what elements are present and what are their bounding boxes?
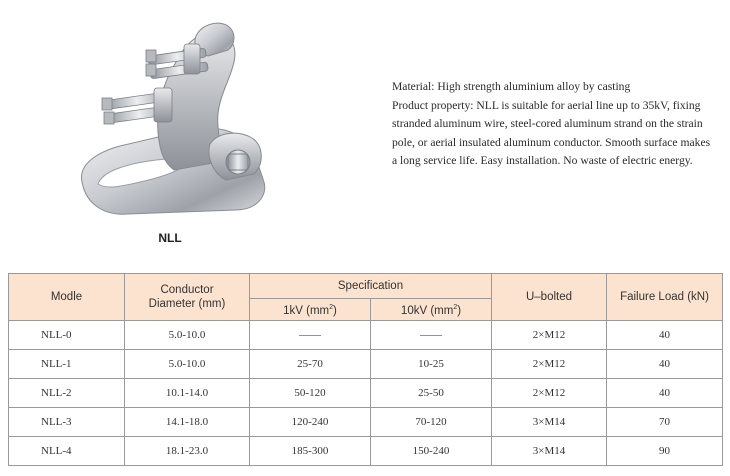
table-row	[9, 408, 723, 437]
cell-10kv: ——	[371, 321, 492, 350]
cell-ubolt: 2×M12	[492, 379, 607, 408]
cell-load: 40	[607, 379, 723, 408]
cell-10kv: 70-120	[371, 408, 492, 437]
table-row	[9, 321, 723, 350]
header-10kv: 10kV $(mm^2)$	[371, 299, 492, 321]
cell-model: NLL-0	[9, 321, 125, 350]
header-1kv: 1kV $(mm^2)$	[250, 299, 371, 321]
cell-model: NLL-3	[9, 408, 125, 437]
header-conductor-line1: Conductor	[160, 284, 214, 296]
cell-model: NLL-4	[9, 437, 125, 466]
table-row	[9, 379, 723, 408]
cell-load: 70	[607, 408, 723, 437]
cell-diameter: 5.0-10.0	[125, 321, 250, 350]
cell-diameter: 10.1-14.0	[125, 379, 250, 408]
header-failure-load: Failure Load (kN)	[607, 274, 723, 321]
cell-ubolt: 3×M14	[492, 437, 607, 466]
cell-load: 90	[607, 437, 723, 466]
cell-load: 40	[607, 321, 723, 350]
product-caption: NLL	[158, 231, 182, 245]
cell-1kv: ——	[250, 321, 371, 350]
cell-1kv: 185-300	[250, 437, 371, 466]
spec-table	[8, 273, 723, 466]
cell-diameter: 14.1-18.0	[125, 408, 250, 437]
cell-ubolt: 2×M12	[492, 350, 607, 379]
header-model: Modle	[9, 274, 125, 321]
cell-model: NLL-2	[9, 379, 125, 408]
cell-ubolt: 2×M12	[492, 321, 607, 350]
header-ubolted: U–bolted	[492, 274, 607, 321]
property-line-3: pole, or aerial insulated aluminum conductor. Smooth surface makes	[392, 135, 711, 149]
header-specification: Specification	[250, 274, 492, 299]
cell-10kv: 150-240	[371, 437, 492, 466]
header-conductor-diameter	[125, 274, 250, 321]
cell-1kv: 50-120	[250, 379, 371, 408]
cell-diameter: 5.0-10.0	[125, 350, 250, 379]
cell-load: 40	[607, 350, 723, 379]
cell-diameter: 18.1-23.0	[125, 437, 250, 466]
property-line-2: stranded aluminum wire, steel-cored aluminum strand on the strain	[392, 117, 703, 131]
cell-model: NLL-1	[9, 350, 125, 379]
cell-1kv: 120-240	[250, 408, 371, 437]
property-line-1: Product property: NLL is suitable for aerial line up to 35kV, fixing	[392, 98, 701, 112]
cell-ubolt: 3×M14	[492, 408, 607, 437]
header-conductor-line2: Diameter (mm)	[148, 298, 226, 310]
cell-10kv: 25-50	[371, 379, 492, 408]
table-row	[9, 350, 723, 379]
product-photo	[68, 14, 278, 226]
product-description	[392, 78, 728, 171]
cell-1kv: 25-70	[250, 350, 371, 379]
cell-10kv: 10-25	[371, 350, 492, 379]
material-line: Material: High strength aluminium alloy by casting	[392, 80, 631, 93]
property-line-4: a long service life. Easy installation. No waste of electric energy.	[392, 154, 693, 168]
table-row	[9, 437, 723, 466]
